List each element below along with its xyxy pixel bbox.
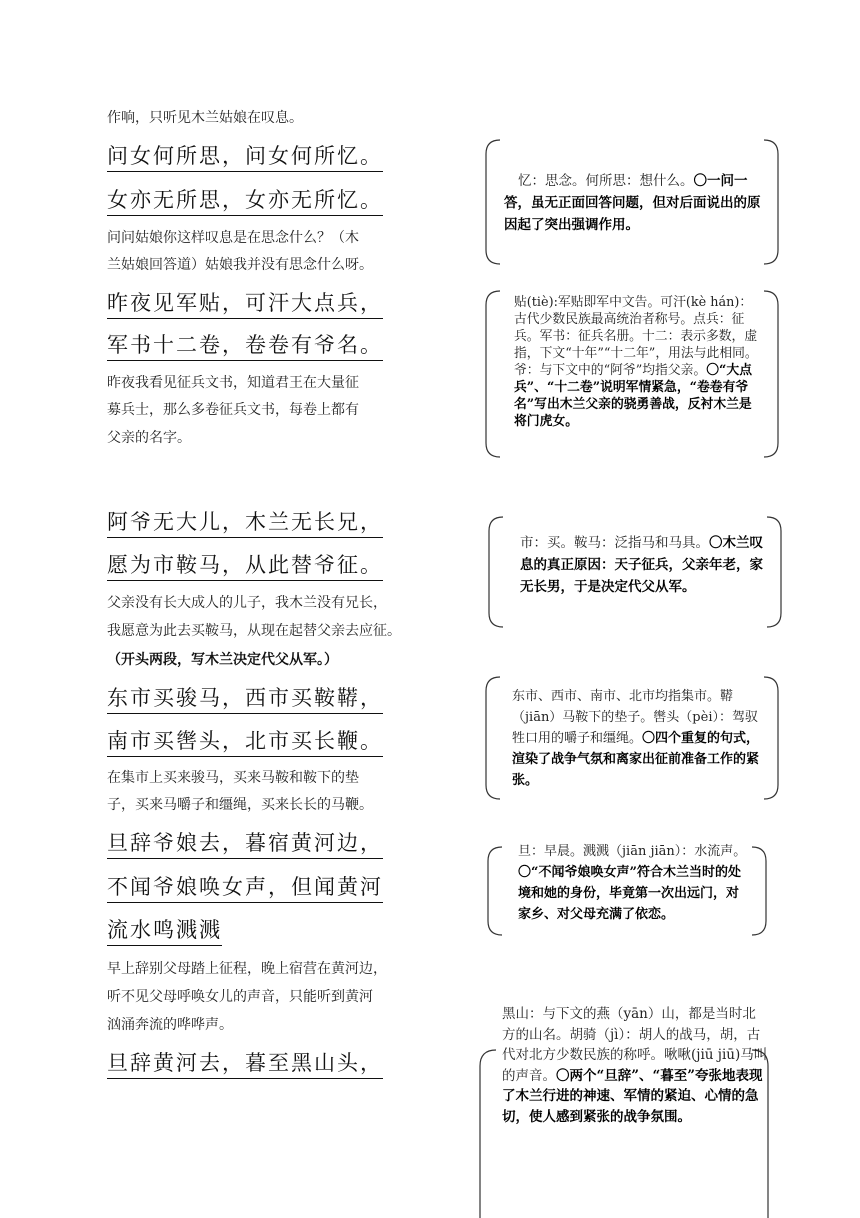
translation-line: 父亲没有长大成人的儿子，我木兰没有兄长，: [107, 595, 387, 611]
poem-line: 旦辞黄河去，暮至黑山头，: [107, 1049, 383, 1079]
annotation-note: 东市、西市、南市、北市均指集市。鞯（jiān）马鞍下的垫子。辔头（pèi）：驾驭牲口用的嚼子和缰绳。〇四个重复的句式，渲染了战争气氛和离家出征前准备工作的紧张。: [512, 689, 760, 788]
translation-line: 昨夜我看见征兵文书，知道君王在大量征: [107, 375, 359, 391]
poem-line: 旦辞爷娘去，暮宿黄河边，: [107, 829, 383, 859]
translation-line: 我愿意为此去买鞍马，从现在起替父亲去应征。: [107, 623, 401, 639]
annotation-note: 忆：思念。何所思：想什么。〇一问一答，虽无正面回答问题，但对后面说出的原因起了突出强调作用。: [504, 173, 761, 233]
poem-line: 流水鸣溅溅: [107, 916, 222, 946]
annotation-note: 旦：早晨。溅溅（jiān jiān）：水流声。〇“不闻爷娘唤女声”符合木兰当时的处境和她的身份，毕竟第一次出远门，对家乡、对父母充满了依恋。: [518, 844, 747, 922]
annotation-note: 市：买。鞍马：泛指马和马具。〇木兰叹息的真正原因：天子征兵，父亲年老，家无长男，于是决定代父从军。: [520, 535, 763, 595]
annotation-note: 贴(tiè):军贴即军中文告。可汗(kè hán)：古代少数民族最高统治者称号。点兵：征兵。军书：征兵名册。十二：表示多数，虚指，下文“十年”“十二年”，用法与此相同。爷：与下文中的“阿爷”均指父亲。〇“大点兵”、“十二卷”说明军情紧急，“卷卷有爷名”写出木兰父亲的骁勇善战，反衬木兰是将门虎女。: [514, 295, 758, 429]
poem-line: 不闻爷娘唤女声，但闻黄河: [107, 873, 383, 903]
poem-line: 女亦无所思，女亦无所忆。: [107, 186, 383, 216]
intro-line: 作响，只听见木兰姑娘在叹息。: [107, 110, 303, 126]
translation-line: 问问姑娘你这样叹息是在思念什么？（木: [107, 230, 359, 246]
translation-line: 兰姑娘回答道）姑娘我并没有思念什么呀。: [107, 257, 373, 273]
translation-line: 募兵士，那么多卷征兵文书，每卷上都有: [107, 402, 359, 418]
poem-line: 东市买骏马，西市买鞍鞯，: [107, 684, 383, 714]
translation-line: 在集市上买来骏马，买来马鞍和鞍下的垫: [107, 770, 359, 786]
translation-line: 汹涌奔流的哗哗声。: [107, 1017, 233, 1033]
poem-line: 愿为市鞍马，从此替爷征。: [107, 551, 383, 581]
annotation-note: 黑山：与下文的燕（yān）山，都是当时北方的山名。胡骑（jì）：胡人的战马，胡，古代对北方少数民族的称呼。啾啾(jiū jiū)马叫的声音。〇两个“旦辞”、“暮至”夸张地表现了木兰行进的神速、军情的紧迫、心情的急切，使人感到紧张的战争氛围。: [502, 1006, 768, 1125]
translation-line: 子，买来马嚼子和缰绳，买来长长的马鞭。: [107, 797, 373, 813]
poem-line: 阿爷无大儿，木兰无长兄，: [107, 508, 383, 538]
poem-line: 昨夜见军贴，可汗大点兵，: [107, 289, 383, 319]
poem-line: 南市买辔头，北市买长鞭。: [107, 727, 383, 757]
poem-line: 问女何所思，问女何所忆。: [107, 142, 383, 172]
translation-line: 早上辞别父母踏上征程，晚上宿营在黄河边，: [107, 961, 387, 977]
translation-line: 父亲的名字。: [107, 430, 191, 446]
section-summary: （开头两段，写木兰决定代父从军。）: [107, 652, 338, 668]
poem-line: 军书十二卷，卷卷有爷名。: [107, 331, 383, 361]
translation-line: 听不见父母呼唤女儿的声音，只能听到黄河: [107, 989, 373, 1005]
